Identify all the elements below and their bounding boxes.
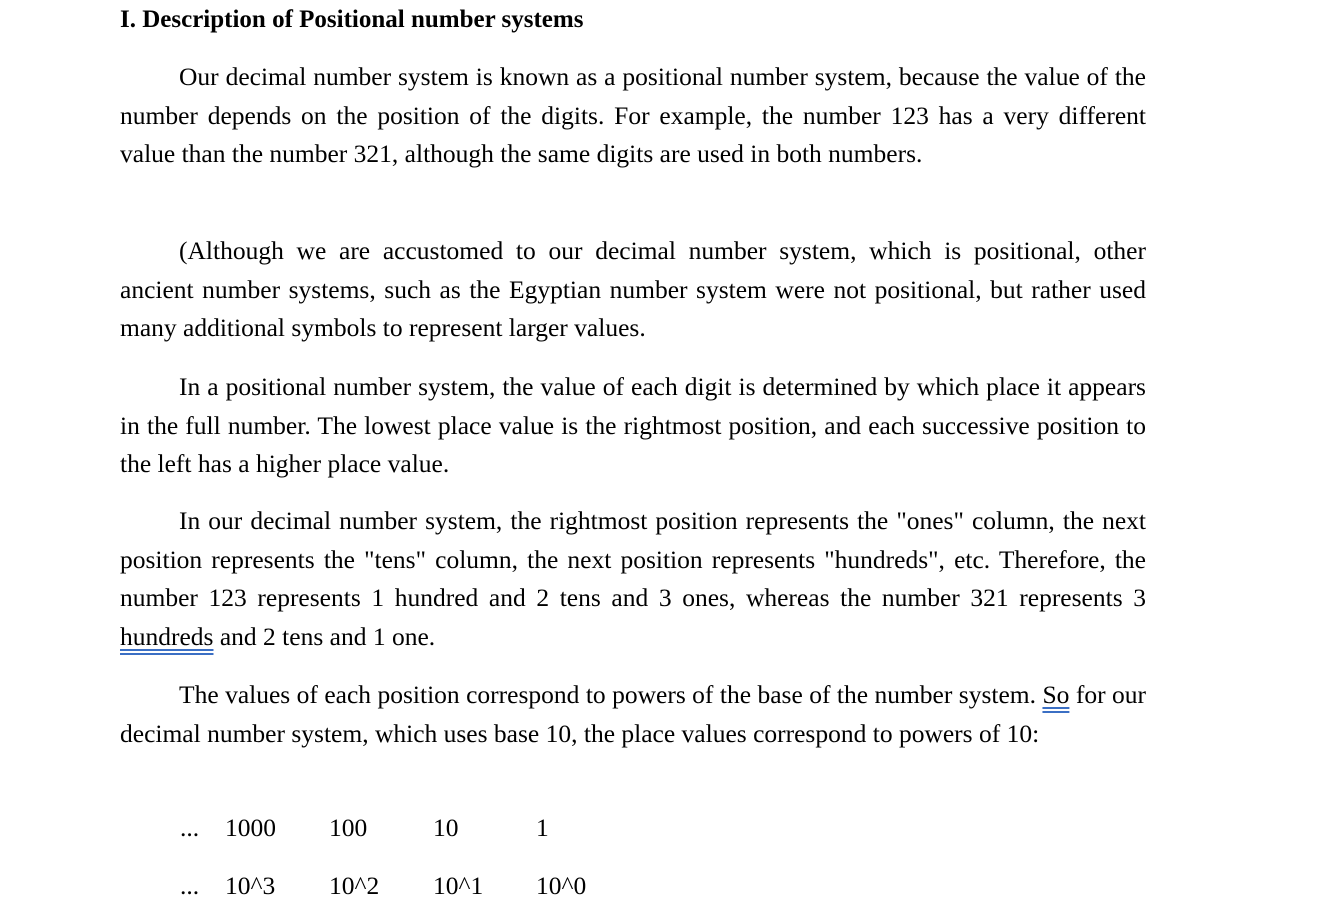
power-ten-first: 10^1	[433, 871, 484, 900]
powers-row	[180, 870, 780, 902]
power-ten-squared: 10^2	[329, 871, 380, 900]
place-value-thousands: 1000	[225, 813, 276, 842]
paragraph-positional-intro: Our decimal number system is known as a positional number system, because the value of the number depends on the position of the digits. For example, the number 123 has a very different value than the number 321, although the same digits are used in both numbers.	[120, 62, 1146, 169]
paragraph-decimal-columns-text: In our decimal number system, the rightmost position represents the "ones" column, the next position represents the "tens" column, the next position represents "hundreds", etc. Therefore, the number 123 represents 1 hundred and 2 tens and 3 ones, whereas the number 321 represents 3	[120, 506, 1146, 613]
paragraph-ancient-systems: (Although we are accustomed to our decimal number system, which is positional, other ancient number systems, such as the Egyptian number system were not positional, but rather used many additional symbols to represent larger values.	[120, 236, 1146, 343]
paragraph-powers-of-base	[120, 676, 1146, 753]
paragraph-powers-end: for our decimal number system, which uses base 10, the place values correspond to powers of 10:	[120, 680, 1146, 748]
paragraph-decimal-columns	[120, 502, 1146, 657]
paragraph-powers-lead: The values of each position correspond to powers of the base of the number system.	[179, 680, 1043, 709]
section-heading: I. Description of Positional number systems	[120, 6, 584, 33]
place-values-row	[180, 812, 780, 844]
paragraph-decimal-columns-end: and 2 tens and 1 one.	[213, 622, 436, 652]
power-ten-zero: 10^0	[536, 871, 587, 900]
place-value-hundreds: 100	[329, 813, 368, 842]
place-value-ones: 1	[536, 813, 549, 842]
grammar-flagged-word-hundreds[interactable]: hundreds	[120, 622, 214, 652]
place-value-tens: 10	[433, 813, 459, 842]
grammar-flagged-word-so[interactable]: So	[1042, 680, 1070, 709]
power-ellipsis: ...	[180, 871, 200, 900]
paragraph-place-value: In a positional number system, the value of each digit is determined by which place it appears in the full number. The lowest place value is the rightmost position, and each successive position to the left has a higher place value.	[120, 372, 1146, 479]
power-ten-cubed: 10^3	[225, 871, 276, 900]
place-value-ellipsis: ...	[180, 813, 200, 842]
